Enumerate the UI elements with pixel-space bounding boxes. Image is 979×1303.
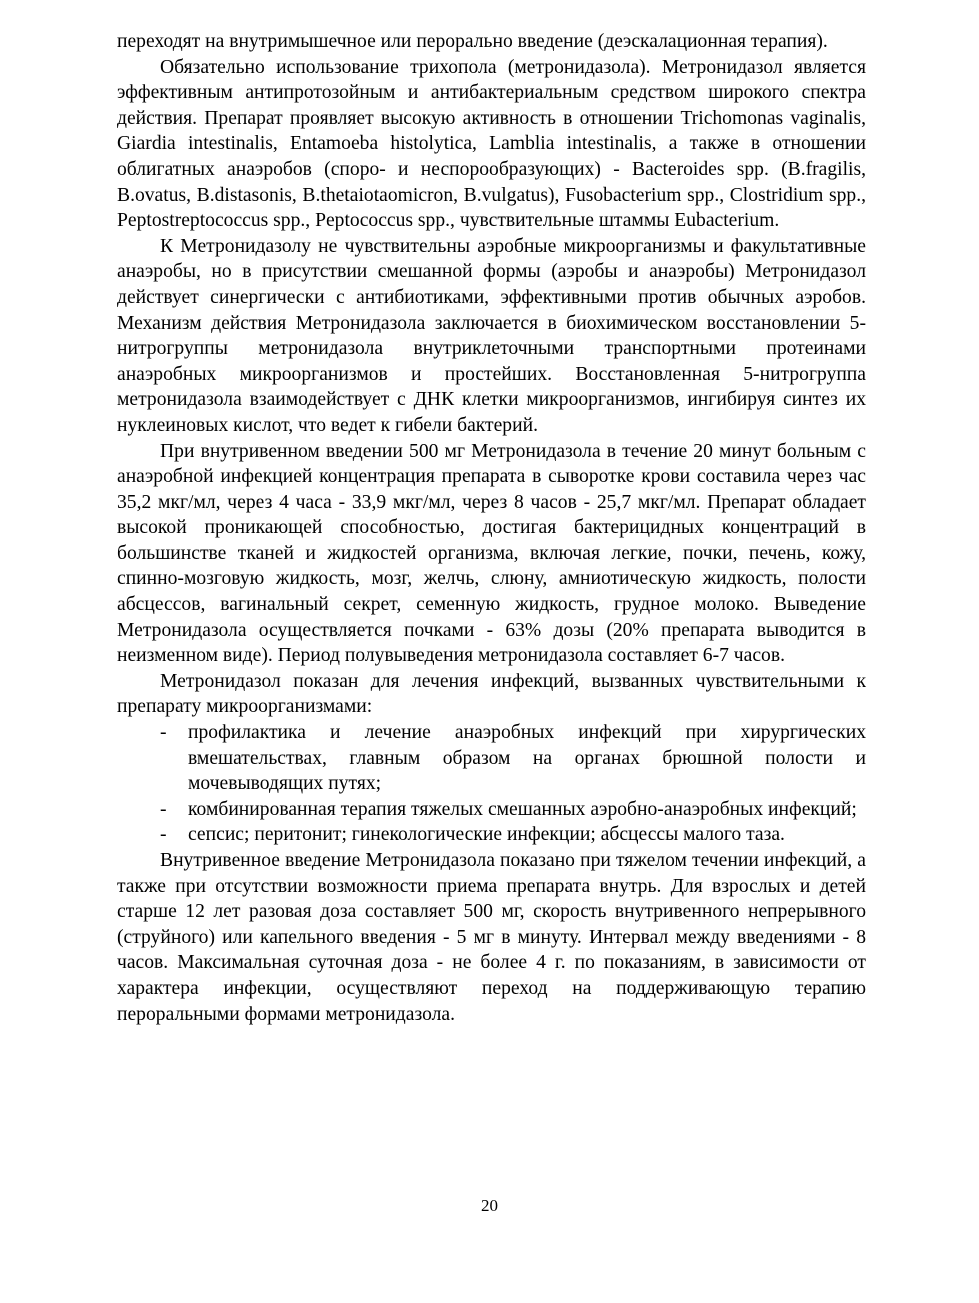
paragraph-dosage: Внутривенное введение Метронидазола показано при тяжелом течении инфекций, а также при отсутствии возможности приема препарата внутрь. Для взрослых и детей старше 12 лет разовая доза составляет 500 мг, скорость внутривенного непрерывного (струйного) или капельного введения - 5 мг в минуту. Интервал между введениями - 8 часов. Максимальная суточная доза - не более 4 г. по показаниям, в зависимости от характера инфекции, осуществляют переход на поддерживающую терапию пероральными формами метронидазола. bbox=[117, 850, 866, 1025]
indications-list bbox=[117, 720, 866, 848]
paragraph-pharmacokinetics: При внутривенном введении 500 мг Метронидазола в течение 20 минут больным с анаэробной инфекцией концентрация препарата в сыворотке крови составила через час 35,2 мкг/мл, через 4 часа - 33,9 мкг/мл, через 8 часов - 25,7 мкг/мл. Препарат обладает высокой проникающей способностью, достигая бактерицидных концентраций в большинстве тканей и жидкостей организма, включая легкие, почки, печень, кожу, спинно-мозговую жидкость, мозг, желчь, слюну, амниотическую жидкость, полости абсцессов, вагинальный секрет, семенную жидкость, грудное молоко. Выведение Метронидазола осуществляется почками - 63% дозы (20% препарата выводится в неизменном виде). Период полувыведения метронидазола составляет 6-7 часов. bbox=[117, 440, 866, 667]
paragraph-mechanism: К Метронидазолу не чувствительны аэробные микроорганизмы и факультативные анаэробы, но в присутствии смешанной формы (аэробы и анаэробы) Метронидазол действует синергически с антибиотиками, эффективными против обычных аэробов. Механизм действия Метронидазола заключается в биохимическом восстановлении 5-нитрогруппы метронидазола внутриклеточными транспортными протеинами анаэробных микроорганизмов и простейших. Восстановленная 5-нитрогруппа метронидазола взаимодействует с ДНК клетки микроорганизмов, ингибируя синтез их нуклеиновых кислот, что ведет к гибели бактерий. bbox=[117, 235, 866, 436]
list-item bbox=[117, 822, 866, 848]
paragraph-indications: Метронидазол показан для лечения инфекций, вызванных чувствительными к препарату микроорганизмами: bbox=[117, 670, 866, 718]
list-marker: - bbox=[160, 798, 167, 820]
paragraph-trichopol: Обязательно использование трихопола (метронидазола). Метронидазол является эффективным антипротозойным и антибактериальным средством широкого спектра действия. Препарат проявляет высокую активность в отношении Trichomonas vaginalis, Giardia intestinalis, Entamoeba histolytica, Lamblia intestinalis, а также в отношении облигатных анаэробов (споро- и неспорообразующих) - Bacteroides spp. (B.fragilis, B.ovatus, B.distasonis, B.thetaiotaomicron, B.vulgatus), Fusobacterium spp., Clostridium spp., Peptostreptococcus spp., Peptococcus spp., чувствительные штаммы Eubacterium. bbox=[117, 56, 866, 232]
list-marker: - bbox=[160, 824, 167, 846]
list-item bbox=[117, 720, 866, 797]
list-item-text: сепсис; перитонит; гинекологические инфекции; абсцессы малого таза. bbox=[188, 824, 785, 846]
list-item bbox=[117, 797, 866, 823]
list-item-text: комбинированная терапия тяжелых смешанных аэробно-анаэробных инфекций; bbox=[188, 798, 857, 820]
page-number: 20 bbox=[481, 1196, 498, 1215]
paragraph-continuation: переходят на внутримышечное или перорально введение (деэскалационная терапия). bbox=[117, 31, 828, 52]
body-text bbox=[117, 29, 866, 1027]
list-item-text: профилактика и лечение анаэробных инфекций при хирургических вмешательствах, главным образом на органах брюшной полости и мочевыводящих путях; bbox=[188, 722, 866, 795]
list-marker: - bbox=[160, 722, 167, 744]
